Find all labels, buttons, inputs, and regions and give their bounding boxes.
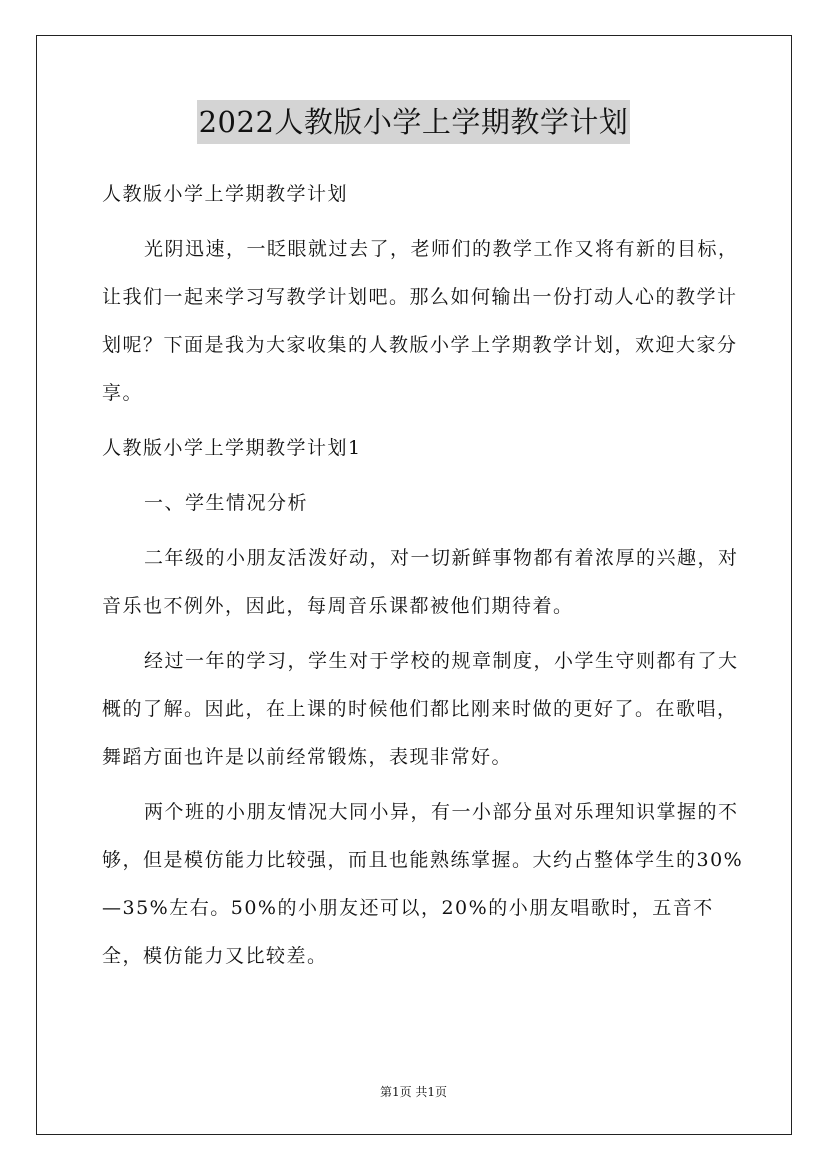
body-paragraph: 经过一年的学习，学生对于学校的规章制度，小学生守则都有了大概的了解。因此，在上课的时候他们都比刚来时做的更好了。在歌唱，舞蹈方面也许是以前经常锻炼，表现非常好。: [102, 650, 739, 768]
document-title: 2022人教版小学上学期教学计划: [197, 100, 631, 144]
body-paragraph: 二年级的小朋友活泼好动，对一切新鲜事物都有着浓厚的兴趣，对音乐也不例外，因此，每周音乐课都被他们期待着。: [102, 547, 739, 617]
title-container: [0, 100, 827, 144]
document-body: [102, 170, 752, 987]
intro-paragraph: 光阴迅速，一眨眼就过去了，老师们的教学工作又将有新的目标，让我们一起来学习写教学计划吧。那么如何输出一份打动人心的教学计划呢？下面是我为大家收集的人教版小学上学期教学计划，欢迎大家分享。: [102, 238, 739, 404]
section-heading: 人教版小学上学期教学计划1: [102, 437, 362, 459]
subtitle-paragraph: 人教版小学上学期教学计划: [102, 183, 349, 205]
body-paragraph: 两个班的小朋友情况大同小异，有一小部分虽对乐理知识掌握的不够，但是模仿能力比较强，而且也能熟练掌握。大约占整体学生的30%—35%左右。50%的小朋友还可以，20%的小朋友唱歌时，五音不全，模仿能力又比较差。: [102, 801, 744, 967]
subsection-heading: 一、学生情况分析: [144, 492, 309, 514]
page-footer: 第1页 共1页: [379, 1085, 448, 1099]
